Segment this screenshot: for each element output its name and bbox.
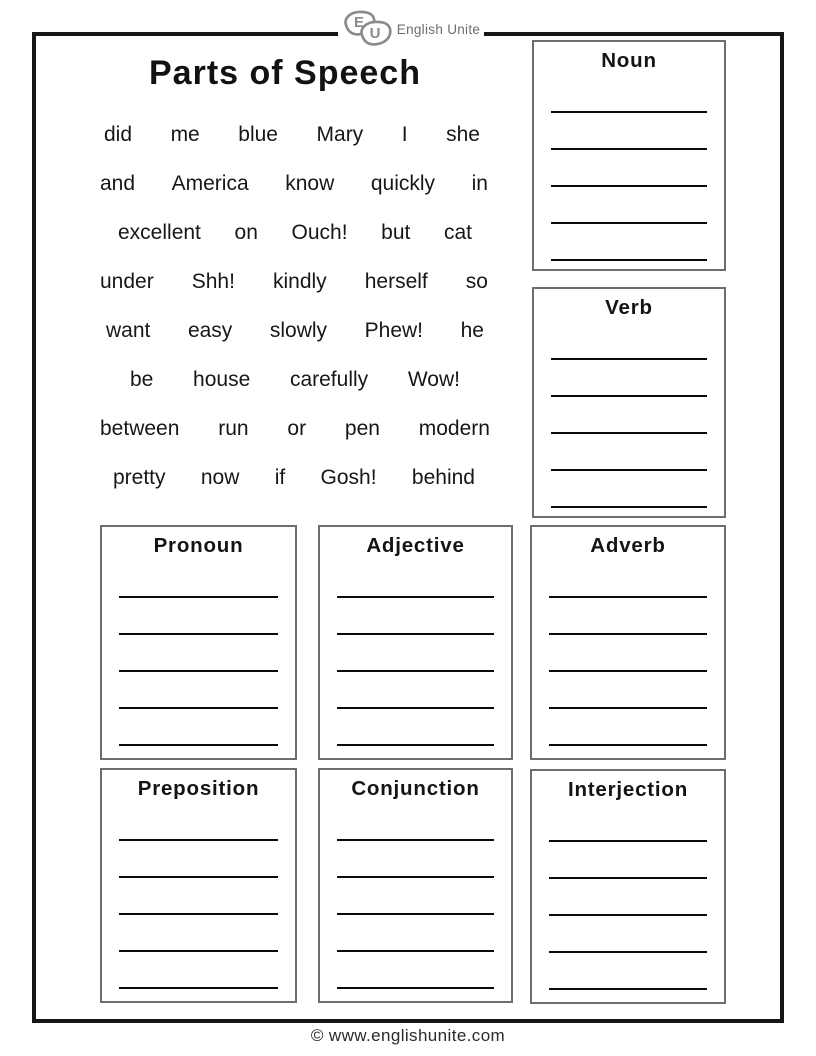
word-bank-word: Shh!	[191, 269, 235, 293]
blank-answer-line[interactable]	[551, 113, 707, 150]
category-box-preposition	[100, 768, 297, 1003]
blank-answer-line[interactable]	[551, 397, 707, 434]
svg-text:U: U	[369, 25, 381, 42]
word-bank-word: kindly	[272, 269, 327, 293]
word-bank-word: cat	[443, 220, 472, 244]
category-label-adjective: Adjective	[366, 534, 465, 557]
category-label-pronoun: Pronoun	[153, 534, 244, 557]
category-label-preposition: Preposition	[137, 777, 260, 800]
blank-answer-line[interactable]	[549, 953, 707, 990]
blank-answer-line[interactable]	[551, 434, 707, 471]
word-bank-word: Wow!	[407, 367, 460, 391]
blank-answer-line[interactable]	[551, 471, 707, 508]
blank-answer-line[interactable]	[119, 672, 278, 709]
blank-answer-line[interactable]	[549, 709, 707, 746]
blank-answer-line[interactable]	[551, 360, 707, 397]
word-bank-word: Mary	[316, 122, 364, 146]
word-bank-word: did	[104, 122, 133, 146]
category-blank-lines	[534, 323, 724, 508]
blank-answer-line[interactable]	[549, 672, 707, 709]
page-title: Parts of Speech	[149, 54, 421, 92]
blank-answer-line[interactable]	[549, 842, 707, 879]
word-bank-word: now	[200, 465, 240, 489]
category-blank-lines	[532, 561, 724, 746]
word-bank-row	[100, 355, 490, 404]
blank-answer-line[interactable]	[551, 323, 707, 360]
word-bank-word: house	[193, 367, 251, 391]
category-label-interjection: Interjection	[567, 778, 689, 801]
category-label-noun: Noun	[601, 49, 657, 72]
category-box-adverb	[530, 525, 726, 760]
blank-answer-line[interactable]	[337, 672, 494, 709]
word-bank-word: and	[100, 171, 136, 195]
blank-answer-line[interactable]	[337, 635, 494, 672]
word-bank-word: pretty	[113, 465, 166, 489]
word-bank-word: pen	[344, 416, 380, 440]
word-bank-word: know	[285, 171, 335, 195]
blank-answer-line[interactable]	[549, 561, 707, 598]
blank-answer-line[interactable]	[551, 150, 707, 187]
word-bank-word: if	[274, 465, 286, 489]
word-bank-word: Ouch!	[291, 220, 348, 244]
category-label-conjunction: Conjunction	[351, 777, 480, 800]
blank-answer-line[interactable]	[549, 916, 707, 953]
blank-answer-line[interactable]	[337, 952, 494, 989]
word-bank-word: Phew!	[364, 318, 424, 342]
blank-answer-line[interactable]	[551, 187, 707, 224]
word-bank-word: between	[100, 416, 180, 440]
category-blank-lines	[532, 805, 724, 990]
category-box-interjection	[530, 769, 726, 1004]
blank-answer-line[interactable]	[549, 879, 707, 916]
blank-answer-line[interactable]	[119, 841, 278, 878]
word-bank-word: or	[287, 416, 307, 440]
category-box-pronoun	[100, 525, 297, 760]
blank-answer-line[interactable]	[119, 804, 278, 841]
blank-answer-line[interactable]	[337, 878, 494, 915]
category-blank-lines	[102, 804, 295, 989]
word-bank-row	[100, 257, 490, 306]
word-bank-word: carefully	[289, 367, 369, 391]
word-bank-word: America	[171, 171, 249, 195]
word-bank-row	[100, 110, 490, 159]
blank-answer-line[interactable]	[337, 915, 494, 952]
category-box-noun	[532, 40, 726, 271]
blank-answer-line[interactable]	[549, 805, 707, 842]
word-bank-word: quickly	[370, 171, 436, 195]
word-bank-word: she	[446, 122, 480, 146]
word-bank-word: I	[401, 122, 408, 146]
english-unite-logo-icon	[342, 8, 394, 50]
category-label-verb: Verb	[605, 296, 653, 319]
word-bank-word: so	[465, 269, 488, 293]
blank-answer-line[interactable]	[119, 915, 278, 952]
word-bank-word: but	[381, 220, 411, 244]
word-bank	[100, 110, 490, 502]
category-box-verb	[532, 287, 726, 518]
blank-answer-line[interactable]	[337, 804, 494, 841]
word-bank-word: blue	[238, 122, 278, 146]
word-bank-word: he	[460, 318, 484, 342]
word-bank-row	[100, 404, 490, 453]
blank-answer-line[interactable]	[119, 709, 278, 746]
word-bank-word: want	[106, 318, 151, 342]
word-bank-row	[100, 453, 490, 502]
blank-answer-line[interactable]	[551, 224, 707, 261]
brand-header	[338, 4, 484, 54]
category-blank-lines	[102, 561, 295, 746]
brand-name: English Unite	[396, 21, 481, 37]
category-box-adjective	[318, 525, 513, 760]
blank-answer-line[interactable]	[119, 635, 278, 672]
word-bank-word: excellent	[118, 220, 201, 244]
word-bank-row	[100, 208, 490, 257]
word-bank-word: in	[471, 171, 488, 195]
svg-text:E: E	[353, 14, 364, 31]
category-label-adverb: Adverb	[590, 534, 666, 557]
blank-answer-line[interactable]	[337, 709, 494, 746]
word-bank-word: me	[170, 122, 200, 146]
word-bank-row	[100, 159, 490, 208]
footer-copyright: © www.englishunite.com	[310, 1026, 506, 1045]
blank-answer-line[interactable]	[551, 76, 707, 113]
category-blank-lines	[320, 561, 511, 746]
word-bank-word: modern	[418, 416, 490, 440]
blank-answer-line[interactable]	[119, 561, 278, 598]
blank-answer-line[interactable]	[337, 841, 494, 878]
word-bank-word: under	[100, 269, 154, 293]
blank-answer-line[interactable]	[337, 561, 494, 598]
blank-answer-line[interactable]	[119, 952, 278, 989]
word-bank-word: behind	[411, 465, 475, 489]
blank-answer-line[interactable]	[119, 878, 278, 915]
word-bank-word: on	[234, 220, 258, 244]
word-bank-word: herself	[364, 269, 428, 293]
blank-answer-line[interactable]	[549, 635, 707, 672]
blank-answer-line[interactable]	[337, 598, 494, 635]
blank-answer-line[interactable]	[119, 598, 278, 635]
word-bank-row	[100, 306, 490, 355]
blank-answer-line[interactable]	[549, 598, 707, 635]
word-bank-word: Gosh!	[320, 465, 377, 489]
word-bank-word: easy	[187, 318, 233, 342]
category-blank-lines	[534, 76, 724, 261]
category-blank-lines	[320, 804, 511, 989]
word-bank-word: be	[130, 367, 154, 391]
word-bank-word: slowly	[269, 318, 328, 342]
word-bank-word: run	[218, 416, 249, 440]
category-box-conjunction	[318, 768, 513, 1003]
